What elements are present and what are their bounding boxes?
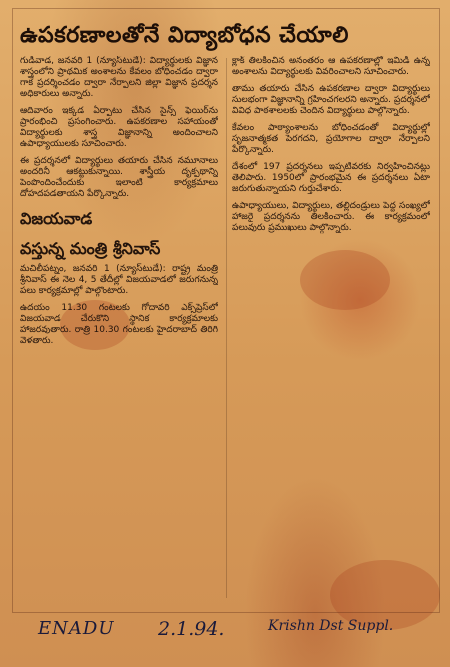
left-column [20,56,218,604]
column-divider [226,58,227,598]
headline: ఉపకరణాలతోనే విద్యాబోధన చేయాలి [20,22,349,48]
article-paragraph: మచిలీపట్నం, జనవరి 1 (న్యూస్‌టుడే): రాష్ట్ర మంత్రి శ్రీనివాస్ ఈ నెల 4, 5 తేదీల్లో విజయవాడలో జరుగనున్న పలు కార్యక్రమాల్లో పాల్గొంటారు. [20,264,218,296]
annotation-date: 2.1.94. [158,618,225,640]
article-paragraph: ఉదయం 11.30 గంటలకు గోదావరి ఎక్స్‌ప్రెస్‌లో విజయవాడ చేరుకొని స్థానిక కార్యక్రమాలకు హాజరవుతారు. రాత్రి 10.30 గంటలకు హైదరాబాద్ తిరిగి వెళతారు. [20,303,218,346]
subhead-minister: వస్తున్న మంత్రి శ్రీనివాస్ [20,239,161,258]
article-paragraph: దేశంలో 197 ప్రదర్శనలు ఇప్పటివరకు నిర్వహించినట్లు తెలిపారు. 1950లో ప్రారంభమైన ఈ ప్రదర్శనలు ఏటా జరుగుతున్నాయని గుర్తుచేశారు. [232,162,430,194]
subhead-city: విజయవాడ [20,209,93,228]
handwritten-annotation [18,618,438,658]
article-paragraph: గుడివాడ, జనవరి 1 (న్యూస్‌టుడే): విద్యార్థులకు విజ్ఞాన శాస్త్రంలోని ప్రాథమిక అంశాలను కేవలం బోధించడం ద్వారా గాక ప్రదర్శించడం ద్వారా నేర్పాలని జిల్లా విజ్ఞాన ప్రదర్శన అధికారులు అన్నారు. [20,56,218,99]
article-paragraph: ఉపాధ్యాయులు, విద్యార్థులు, తల్లిదండ్రులు పెద్ద సంఖ్యలో హాజరై ప్రదర్శనను తిలకించారు. ఈ కార్యక్రమంలో పలువురు ప్రముఖులు పాల్గొన్నారు. [232,201,430,233]
article-paragraph: తాము తయారు చేసిన ఉపకరణాల ద్వారా విద్యార్థులు సులభంగా విజ్ఞానాన్ని గ్రహించగలరని అన్నారు. ప్రదర్శనలో వివిధ పాఠశాలలకు చెందిన విద్యార్థులు పాల్గొన్నారు. [232,84,430,116]
article-paragraph: క్లాక్ తిలకించిన అనంతరం ఆ ఉపకరణాల్లో ఇమిడి ఉన్న అంశాలను విద్యార్థులకు వివరించాలని సూచించారు. [232,56,430,77]
annotation-paper: ENADU [38,618,115,639]
article-paragraph: ఆదివారం ఇక్కడ ఏర్పాటు చేసిన సైన్స్ ఫెయిర్‌ను ప్రారంభించి ప్రసంగించారు. ఉపకరణాల సహాయంతో విద్యార్థులకు శాస్త్ర విజ్ఞానాన్ని అందించాలని ఉపాధ్యాయులకు సూచించారు. [20,106,218,149]
article-paragraph: ఈ ప్రదర్శనలో విద్యార్థులు తయారు చేసిన నమూనాలు అందరినీ ఆకట్టుకున్నాయి. శాస్త్రీయ దృక్పథాన్ని పెంపొందించేందుకు ఇలాంటి కార్యక్రమాలు దోహదపడతాయని పేర్కొన్నారు. [20,156,218,199]
article-paragraph: కేవలం పాఠ్యాంశాలను బోధించడంతో విద్యార్థుల్లో సృజనాత్మకత పెరగదని, ప్రయోగాల ద్వారా నేర్పాలని పేర్కొన్నారు. [232,123,430,155]
annotation-supplement: Krishn Dst Suppl. [268,618,394,634]
right-column [232,56,430,604]
